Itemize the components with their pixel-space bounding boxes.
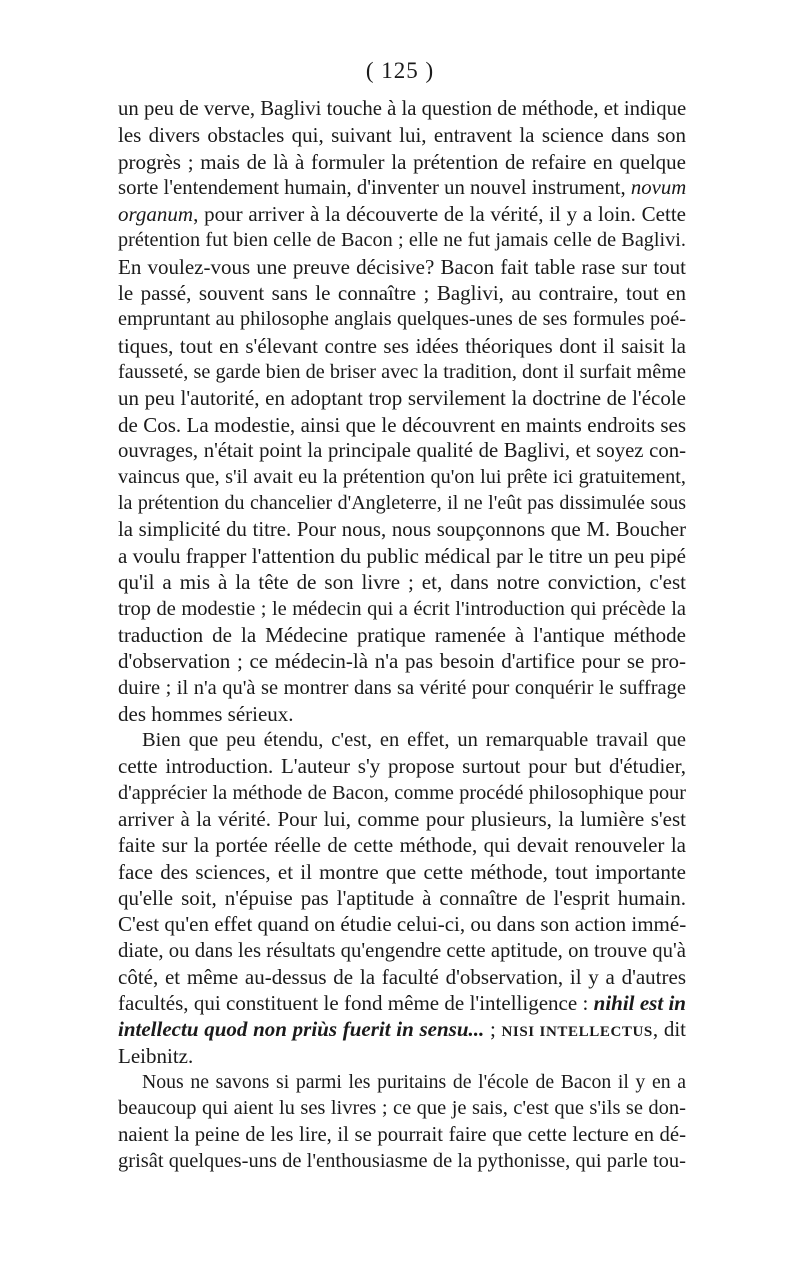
text-run: tiques, tout en s'élevant contre ses idées théoriques dont il saisit la: [118, 333, 686, 358]
text-line: [118, 175, 686, 201]
text-run: traduction de la Médecine pratique ramenée à l'antique méthode: [118, 622, 686, 647]
text-run: C'est qu'en effet quand on étudie celui-ci, ou dans son action immé-: [118, 912, 687, 937]
text-run: faite sur la portée réelle de cette méthode, qui devait renouveler la: [118, 833, 686, 858]
text-line: [118, 254, 686, 280]
text-run: le passé, souvent sans le connaître ; Baglivi, au contraire, tout en: [118, 281, 686, 306]
styled-text-run: NISI INTELLECTUS: [501, 1024, 653, 1041]
text-line: [118, 333, 686, 359]
text-run: ouvrages, n'était point la principale qualité de Baglivi, et soyez con-: [118, 439, 686, 462]
text-run: beaucoup qui aient lu ses livres ; ce que je sais, c'est que s'ils se don-: [118, 1097, 686, 1120]
text-line: [118, 622, 686, 648]
text-line: [118, 780, 686, 806]
text-run: trop de modestie ; le médecin qui a écrit l'introduction qui précède la: [118, 597, 686, 620]
text-run: diate, ou dans les résultats qu'engendre cette aptitude, on trouve qu'à: [118, 939, 686, 962]
text-line: [118, 727, 686, 753]
text-line: [118, 859, 686, 885]
styled-text-run: novum: [630, 176, 687, 199]
styled-text-run: intellectu quod non priùs fuerit in sensu...: [118, 1017, 485, 1042]
text-run: d'observation ; ce médecin-là n'a pas besoin d'artifice pour se pro-: [118, 649, 686, 674]
text-run: côté, et même au-dessus de la faculté d'observation, il y a d'autres: [118, 964, 686, 989]
text-run: progrès ; mais de là à formuler la prétention de refaire en quelque: [118, 149, 686, 174]
text-run: a voulu frapper l'attention du public médical par le titre un peu pipé: [118, 544, 686, 569]
text-line: [118, 227, 686, 253]
text-line: [118, 648, 686, 674]
text-line: [118, 1043, 686, 1069]
text-line: [118, 517, 686, 543]
text-run: cette introduction. L'auteur s'y propose surtout pour but d'étudier,: [118, 754, 686, 779]
text-line: [118, 938, 686, 964]
text-run: d'apprécier la méthode de Bacon, comme procédé philosophique pour: [118, 781, 686, 804]
text-run: Leibnitz.: [118, 1043, 194, 1068]
text-line: [118, 359, 686, 385]
text-line: [118, 596, 686, 622]
text-run: des hommes sérieux.: [118, 701, 294, 726]
text-line: [118, 675, 686, 701]
text-run: grisât quelques-uns de l'enthousiasme de la pythonisse, qui parle tou-: [118, 1149, 686, 1172]
text-run: qu'elle soit, n'épuise pas l'aptitude à connaître de l'esprit humain.: [118, 885, 686, 910]
text-line: [118, 1016, 686, 1042]
text-run: les divers obstacles qui, suivant lui, entravent la science dans son: [118, 123, 686, 148]
text-line: [118, 201, 686, 227]
text-run: la prétention du chancelier d'Angleterre, il ne l'eût pas dissimulée sous: [118, 492, 686, 515]
text-run: ;: [484, 1017, 502, 1042]
text-line: [118, 911, 686, 937]
text-run: , pour arriver à la découverte de la vérité, il y a loin. Cette: [193, 202, 686, 227]
text-run: Bien que peu étendu, c'est, en effet, un remarquable travail que: [142, 729, 686, 752]
text-line: [118, 701, 686, 727]
text-run: prétention fut bien celle de Bacon ; elle ne fut jamais celle de Baglivi.: [118, 229, 686, 252]
text-run: vaincus que, s'il avait eu la prétention qu'on lui prête ici gratuitement,: [118, 466, 686, 489]
text-line: [118, 1095, 686, 1121]
text-line: [118, 96, 686, 122]
text-line: [118, 385, 686, 411]
text-run: de Cos. La modestie, ainsi que le découvrent en maints endroits ses: [118, 412, 686, 437]
text-run: arriver à la vérité. Pour lui, comme pour plusieurs, la lumière s'est: [118, 807, 686, 832]
text-run: naient la peine de les lire, il se pourrait faire que cette lecture en dé-: [118, 1123, 686, 1146]
text-run: facultés, qui constituent le fond même de l'intelligence :: [118, 991, 594, 1016]
text-line: [118, 1122, 686, 1148]
text-line: [118, 543, 686, 569]
text-line: [118, 1148, 686, 1174]
text-line: [118, 149, 686, 175]
text-run: face des sciences, et il montre que cette méthode, tout importante: [118, 859, 686, 884]
text-line: [118, 438, 686, 464]
text-run: Nous ne savons si parmi les puritains de l'école de Bacon il y en a: [142, 1070, 686, 1093]
text-run: , dit: [652, 1017, 687, 1042]
text-line: [118, 306, 686, 332]
text-line: [118, 990, 686, 1016]
text-run: fausseté, se garde bien de briser avec la tradition, dont il surfait même: [118, 360, 686, 383]
text-run: duire ; il n'a qu'à se montrer dans sa vérité pour conquérir le suffrage: [118, 676, 686, 699]
text-line: [118, 412, 686, 438]
body-text: [118, 96, 686, 1174]
text-line: [118, 885, 686, 911]
text-run: qu'il a mis à la tête de son livre ; et, dans notre conviction, c'est: [118, 570, 686, 595]
text-line: [118, 569, 686, 595]
text-line: [118, 280, 686, 306]
text-line: [118, 464, 686, 490]
text-line: [118, 753, 686, 779]
text-line: [118, 122, 686, 148]
text-line: [118, 1069, 686, 1095]
text-run: la simplicité du titre. Pour nous, nous soupçonnons que M. Boucher: [118, 518, 686, 541]
text-run: En voulez-vous une preuve décisive? Bacon fait table rase sur tout: [118, 254, 686, 279]
text-line: [118, 490, 686, 516]
text-line: [118, 806, 686, 832]
text-line: [118, 964, 686, 990]
text-run: un peu l'autorité, en adoptant trop servilement la doctrine de l'école: [118, 386, 686, 411]
styled-text-run: nihil est in: [593, 991, 686, 1016]
text-line: [118, 832, 686, 858]
styled-text-run: organum: [118, 202, 194, 227]
paragraph: [118, 96, 686, 727]
page-number: ( 125 ): [365, 58, 435, 83]
text-run: empruntant au philosophe anglais quelques-unes de ses formules poé-: [118, 308, 686, 331]
text-run: sorte l'entendement humain, d'inventer un nouvel instrument,: [118, 176, 631, 199]
paragraph: [118, 1069, 686, 1174]
paragraph: [118, 727, 686, 1069]
text-run: un peu de verve, Baglivi touche à la question de méthode, et indique: [118, 98, 687, 120]
